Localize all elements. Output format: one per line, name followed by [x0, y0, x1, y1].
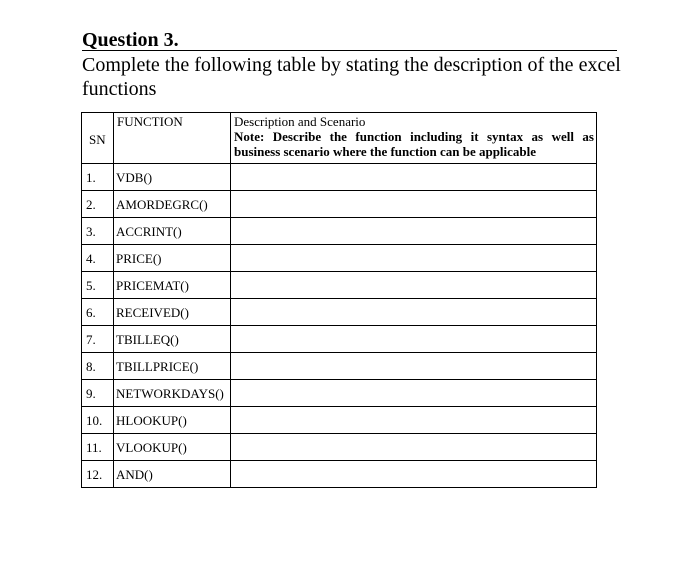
- description-cell[interactable]: [231, 407, 597, 434]
- table-header-row: [82, 113, 597, 164]
- row-number: 7.: [86, 331, 96, 347]
- description-cell[interactable]: [231, 380, 597, 407]
- description-cell[interactable]: [231, 164, 597, 191]
- sn-cell: [82, 299, 114, 326]
- function-cell: [114, 407, 231, 434]
- function-cell: [114, 164, 231, 191]
- table-row: [82, 380, 597, 407]
- sn-cell: [82, 434, 114, 461]
- row-number: 3.: [86, 223, 96, 239]
- description-cell[interactable]: [231, 299, 597, 326]
- row-number: 12.: [86, 466, 103, 482]
- sn-cell: [82, 272, 114, 299]
- sn-cell: [82, 326, 114, 353]
- function-name: HLOOKUP(): [116, 412, 187, 428]
- function-cell: [114, 326, 231, 353]
- sn-cell: [82, 353, 114, 380]
- table-row: [82, 326, 597, 353]
- table-row: [82, 434, 597, 461]
- sn-cell: [82, 164, 114, 191]
- header-sn: SN: [89, 132, 106, 147]
- function-name: VDB(): [116, 169, 153, 185]
- table-row: [82, 272, 597, 299]
- table-row: [82, 461, 597, 488]
- function-cell: [114, 299, 231, 326]
- functions-table: [81, 112, 597, 488]
- header-description-title: Description and Scenario: [234, 114, 366, 129]
- function-name: ACCRINT(): [116, 223, 182, 239]
- function-cell: [114, 434, 231, 461]
- function-name: NETWORKDAYS(): [116, 385, 224, 401]
- description-cell[interactable]: [231, 245, 597, 272]
- description-cell[interactable]: [231, 461, 597, 488]
- function-cell: [114, 245, 231, 272]
- function-name: AMORDEGRC(): [116, 196, 208, 212]
- description-cell[interactable]: [231, 191, 597, 218]
- header-function: FUNCTION: [117, 114, 183, 129]
- question-title: Question 3.: [82, 29, 179, 51]
- function-cell: [114, 380, 231, 407]
- table-row: [82, 218, 597, 245]
- function-name: RECEIVED(): [116, 304, 189, 320]
- function-name: AND(): [116, 466, 153, 482]
- function-cell: [114, 461, 231, 488]
- function-name: PRICE(): [116, 250, 162, 266]
- sn-cell: [82, 380, 114, 407]
- table-row: [82, 191, 597, 218]
- header-function-cell: [114, 113, 231, 164]
- sn-cell: [82, 245, 114, 272]
- row-number: 4.: [86, 250, 96, 266]
- sn-cell: [82, 407, 114, 434]
- description-cell[interactable]: [231, 353, 597, 380]
- title-underline: [82, 50, 617, 51]
- function-name: TBILLPRICE(): [116, 358, 199, 374]
- description-cell[interactable]: [231, 218, 597, 245]
- sn-cell: [82, 461, 114, 488]
- row-number: 8.: [86, 358, 96, 374]
- function-cell: [114, 272, 231, 299]
- description-cell[interactable]: [231, 272, 597, 299]
- description-cell[interactable]: [231, 326, 597, 353]
- function-name: TBILLEQ(): [116, 331, 179, 347]
- table-row: [82, 164, 597, 191]
- row-number: 9.: [86, 385, 96, 401]
- header-description-note: Note: Describe the function including it syntax as well as business scenario where the function can be applicable: [234, 129, 594, 159]
- table-row: [82, 353, 597, 380]
- sn-cell: [82, 191, 114, 218]
- table-row: [82, 245, 597, 272]
- function-cell: [114, 353, 231, 380]
- row-number: 11.: [86, 439, 102, 455]
- table-row: [82, 299, 597, 326]
- row-number: 5.: [86, 277, 96, 293]
- question-instructions: Complete the following table by stating the description of the excel functions: [82, 54, 621, 100]
- row-number: 2.: [86, 196, 96, 212]
- function-name: PRICEMAT(): [116, 277, 189, 293]
- function-cell: [114, 191, 231, 218]
- row-number: 6.: [86, 304, 96, 320]
- function-name: VLOOKUP(): [116, 439, 187, 455]
- header-sn-cell: [82, 113, 114, 164]
- header-description-cell: [231, 113, 597, 164]
- row-number: 10.: [86, 412, 103, 428]
- function-cell: [114, 218, 231, 245]
- table-row: [82, 407, 597, 434]
- row-number: 1.: [86, 169, 96, 185]
- sn-cell: [82, 218, 114, 245]
- description-cell[interactable]: [231, 434, 597, 461]
